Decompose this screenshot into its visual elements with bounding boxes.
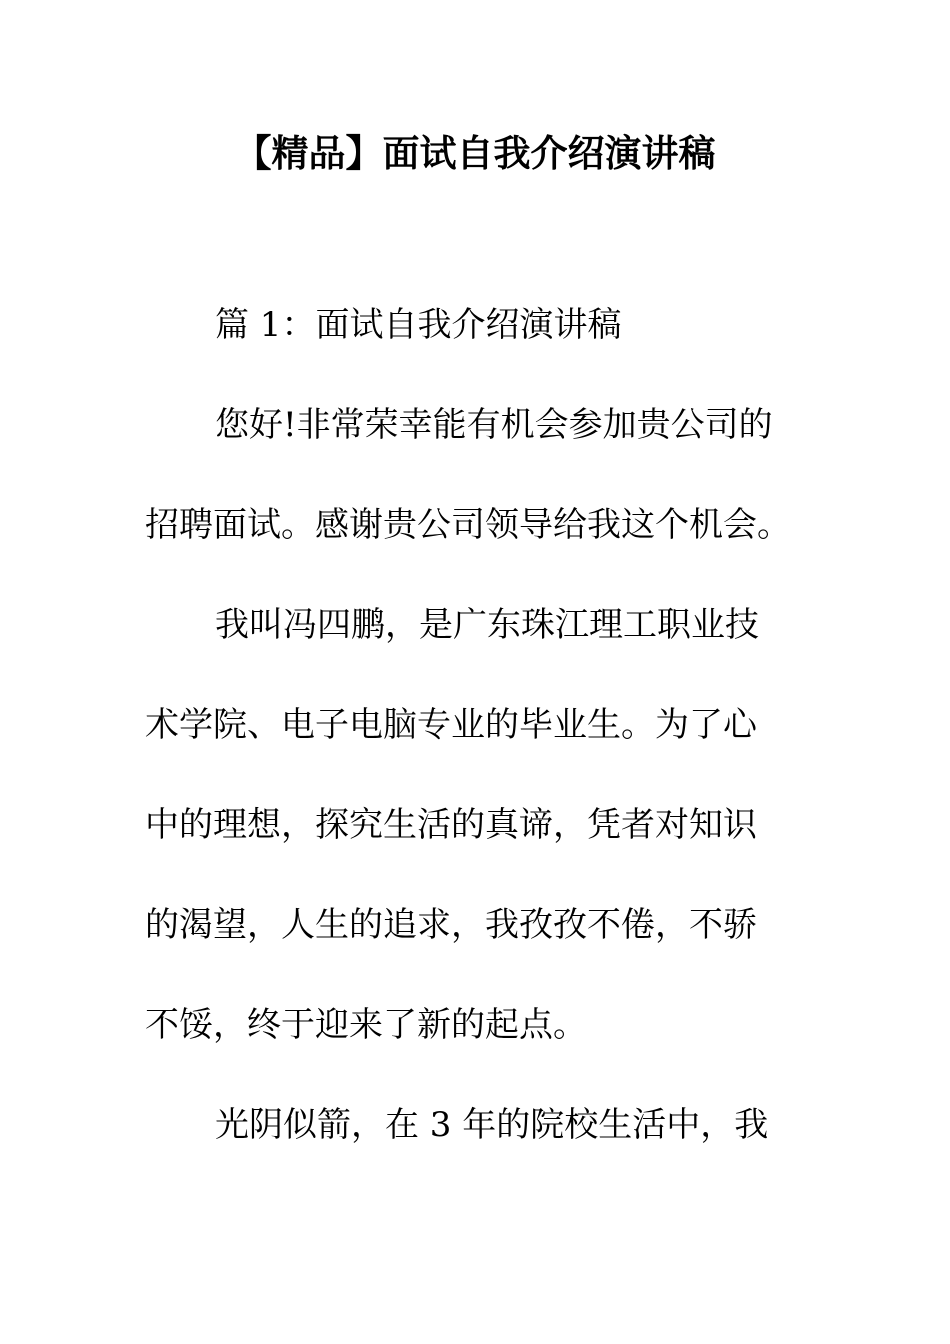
paragraph-line: 不馁，终于迎来了新的起点。 bbox=[145, 1005, 587, 1045]
paragraph-line: 的渴望，人生的追求，我孜孜不倦，不骄 bbox=[145, 905, 757, 945]
paragraph-line: 中的理想，探究生活的真谛，凭者对知识 bbox=[145, 805, 757, 845]
paragraph-line: 我叫冯四鹏，是广东珠江理工职业技 bbox=[215, 605, 759, 645]
paragraph-line: 术学院、电子电脑专业的毕业生。为了心 bbox=[145, 705, 757, 745]
paragraph-line: 您好!非常荣幸能有机会参加贵公司的 bbox=[215, 405, 773, 445]
paragraph-line: 光阴似箭，在 3 年的院校生活中，我 bbox=[215, 1105, 769, 1145]
section-heading: 篇 1：面试自我介绍演讲稿 bbox=[215, 305, 622, 345]
document-title: 【精品】面试自我介绍演讲稿 bbox=[234, 132, 716, 175]
paragraph-line: 招聘面试。感谢贵公司领导给我这个机会。 bbox=[145, 505, 791, 545]
